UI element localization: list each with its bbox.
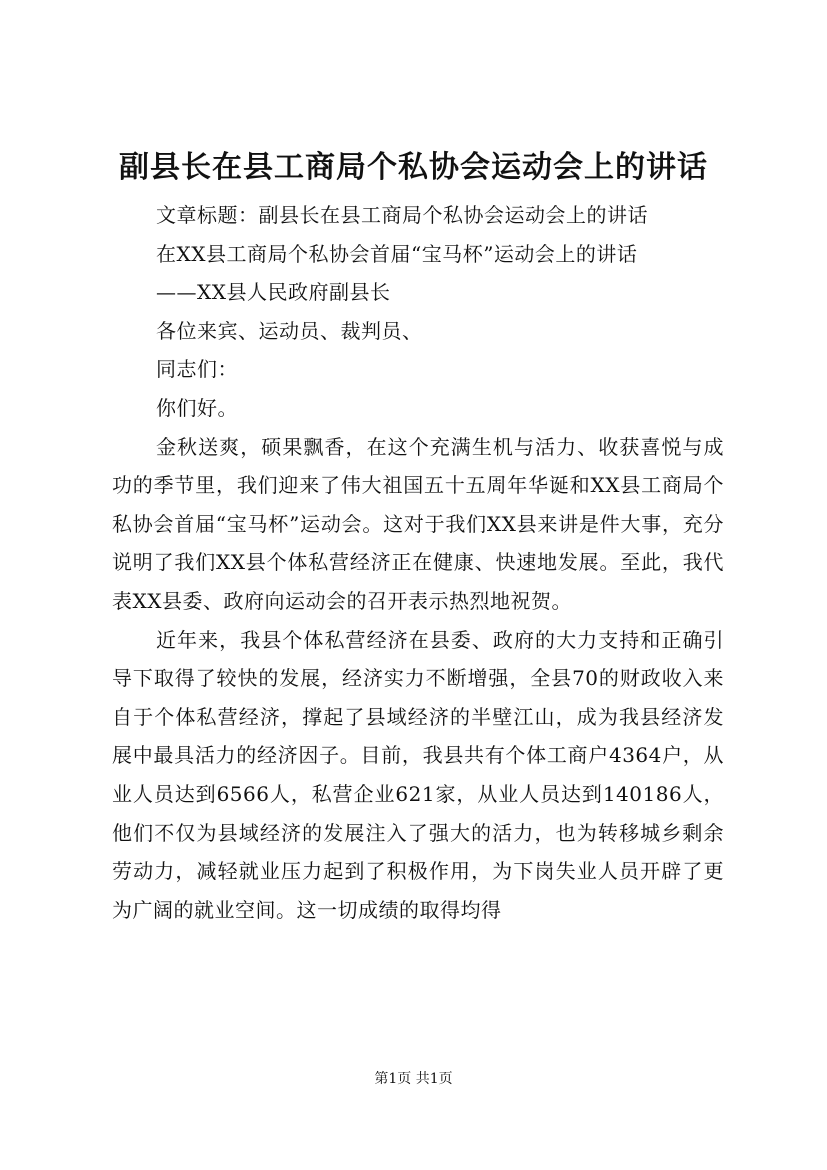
document-body bbox=[112, 196, 724, 929]
salutation-line-2: 同志们： bbox=[156, 357, 238, 382]
salutation-line: 各位来宾、运动员、裁判员、 bbox=[156, 318, 423, 343]
speaker-line: ——XX县人民政府副县长 bbox=[156, 280, 391, 305]
greeting-line: 你们好。 bbox=[156, 395, 238, 420]
speech-heading-line: 在XX县工商局个私协会首届“宝马杯”运动会上的讲话 bbox=[156, 241, 638, 266]
body-paragraph-1: 金秋送爽，硕果飘香，在这个充满生机与活力、收获喜悦与成功的季节里，我们迎来了伟大祖国五十五周年华诞和XX县工商局个私协会首届“宝马杯”运动会。这对于我们XX县来讲是件大事，充分说明了我们XX县个体私营经济正在健康、快速地发展。至此，我代表XX县委、政府向运动会的召开表示热烈地祝贺。 bbox=[112, 434, 724, 613]
document-title: 副县长在县工商局个私协会运动会上的讲话 bbox=[119, 150, 708, 185]
body-paragraph-2: 近年来，我县个体私营经济在县委、政府的大力支持和正确引导下取得了较快的发展，经济实力不断增强，全县70的财政收入来自于个体私营经济，撑起了县域经济的半壁江山，成为我县经济发展中最具活力的经济因子。目前，我县共有个体工商户4364户，从业人员达到6566人，私营企业621家，从业人员达到140186人，他们不仅为县域经济的发展注入了强大的活力，也为转移城乡剩余劳动力，减轻就业压力起到了积极作用，为下岗失业人员开辟了更为广阔的就业空间。这一切成绩的取得均得 bbox=[112, 627, 724, 922]
page-footer: 第1页 共1页 bbox=[374, 1071, 453, 1087]
article-title-line: 文章标题：副县长在县工商局个私协会运动会上的讲话 bbox=[156, 203, 648, 227]
